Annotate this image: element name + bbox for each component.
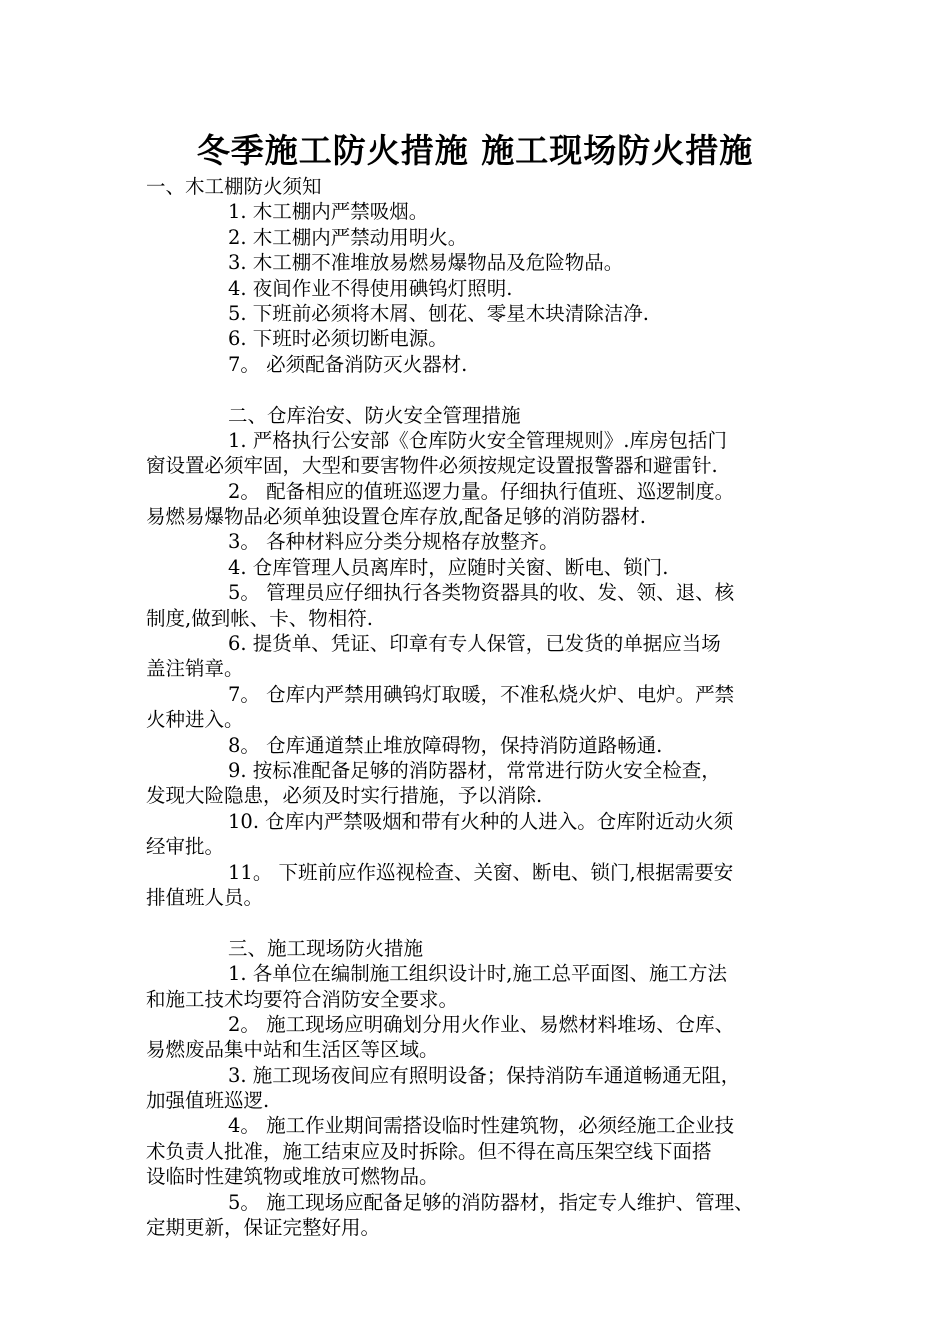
paragraph-line: 5。 施工现场应配备足够的消防器材，指定专人维护、管理、: [228, 1190, 754, 1214]
section-heading: 三、施工现场防火措施: [228, 936, 424, 960]
paragraph-line: 和施工技术均要符合消防安全要求。: [146, 987, 459, 1011]
spacer: [146, 377, 826, 402]
paragraph-line: 7。 仓库内严禁用碘钨灯取暖，不准私烧火炉、电炉。严禁: [228, 682, 735, 706]
paragraph-line: 2。 施工现场应明确划分用火作业、易燃材料堆场、仓库、: [228, 1012, 735, 1036]
section-3-body: [146, 961, 826, 1240]
list-item: 1. 木工棚内严禁吸烟。: [228, 200, 429, 224]
list-item: 5. 下班前必须将木屑、刨花、零星木块清除洁净.: [228, 301, 650, 325]
paragraph-line: 3。 各种材料应分类分规格存放整齐。: [228, 530, 559, 554]
section-heading: 一、木工棚防火须知: [146, 175, 322, 198]
paragraph-line: 4。 施工作业期间需搭设临时性建筑物，必须经施工企业技: [228, 1114, 735, 1138]
paragraph-line: 发现大险隐患，必须及时实行措施，予以消除.: [146, 784, 543, 808]
paragraph-line: 盖注销章。: [146, 657, 244, 681]
document-body: [146, 174, 826, 1240]
list-item: 7。 必须配备消防灭火器材.: [228, 352, 468, 376]
paragraph-line: 2。 配备相应的值班巡逻力量。仔细执行值班、巡逻制度。: [228, 479, 735, 503]
paragraph-line: 经审批。: [146, 835, 225, 859]
paragraph-line: 1. 严格执行公安部《仓库防火安全管理规则》.库房包括门: [228, 428, 728, 452]
list-item: 6. 下班时必须切断电源。: [228, 327, 448, 351]
paragraph-line: 制度,做到帐、卡、物相符.: [146, 606, 373, 630]
paragraph-line: 1. 各单位在编制施工组织设计时,施工总平面图、施工方法: [228, 962, 728, 986]
paragraph-line: 10. 仓库内严禁吸烟和带有火种的人进入。仓库附近动火须: [228, 809, 734, 833]
paragraph-line: 4. 仓库管理人员离库时，应随时关窗、断电、锁门.: [228, 555, 669, 579]
list-item: 2. 木工棚内严禁动用明火。: [228, 225, 468, 249]
list-item: 4. 夜间作业不得使用碘钨灯照明.: [228, 276, 513, 300]
page-title: 冬季施工防火措施 施工现场防火措施: [196, 131, 754, 170]
paragraph-line: 排值班人员。: [146, 885, 264, 909]
paragraph-line: 3. 施工现场夜间应有照明设备；保持消防车通道畅通无阻，: [228, 1063, 741, 1087]
paragraph-line: 5。 管理员应仔细执行各类物资器具的收、发、领、退、核: [228, 581, 735, 605]
spacer: [146, 910, 826, 935]
paragraph-line: 易燃废品集中站和生活区等区域。: [146, 1038, 439, 1062]
paragraph-line: 11。 下班前应作巡视检查、关窗、断电、锁门,根据需要安: [228, 860, 734, 884]
section-heading: 二、仓库治安、防火安全管理措施: [228, 403, 521, 427]
paragraph-line: 加强值班巡逻.: [146, 1089, 270, 1113]
paragraph-line: 6. 提货单、凭证、印章有专人保管，已发货的单据应当场: [228, 632, 721, 656]
list-item: 3. 木工棚不准堆放易燃易爆物品及危险物品。: [228, 251, 624, 275]
paragraph-line: 设临时性建筑物或堆放可燃物品。: [146, 1165, 439, 1189]
paragraph-line: 易燃易爆物品必须单独设置仓库存放,配备足够的消防器材.: [146, 505, 646, 529]
section-2-body: [146, 428, 826, 910]
paragraph-line: 火种进入。: [146, 708, 244, 732]
paragraph-line: 定期更新，保证完整好用。: [146, 1216, 381, 1240]
paragraph-line: 窗设置必须牢固，大型和要害物件必须按规定设置报警器和避雷针.: [146, 454, 718, 478]
paragraph-line: 8。 仓库通道禁止堆放障碍物，保持消防道路畅通.: [228, 733, 663, 757]
paragraph-line: 9. 按标准配备足够的消防器材，常常进行防火安全检查，: [228, 758, 721, 782]
paragraph-line: 术负责人批准，施工结束应及时拆除。但不得在高压架空线下面搭: [146, 1139, 712, 1163]
